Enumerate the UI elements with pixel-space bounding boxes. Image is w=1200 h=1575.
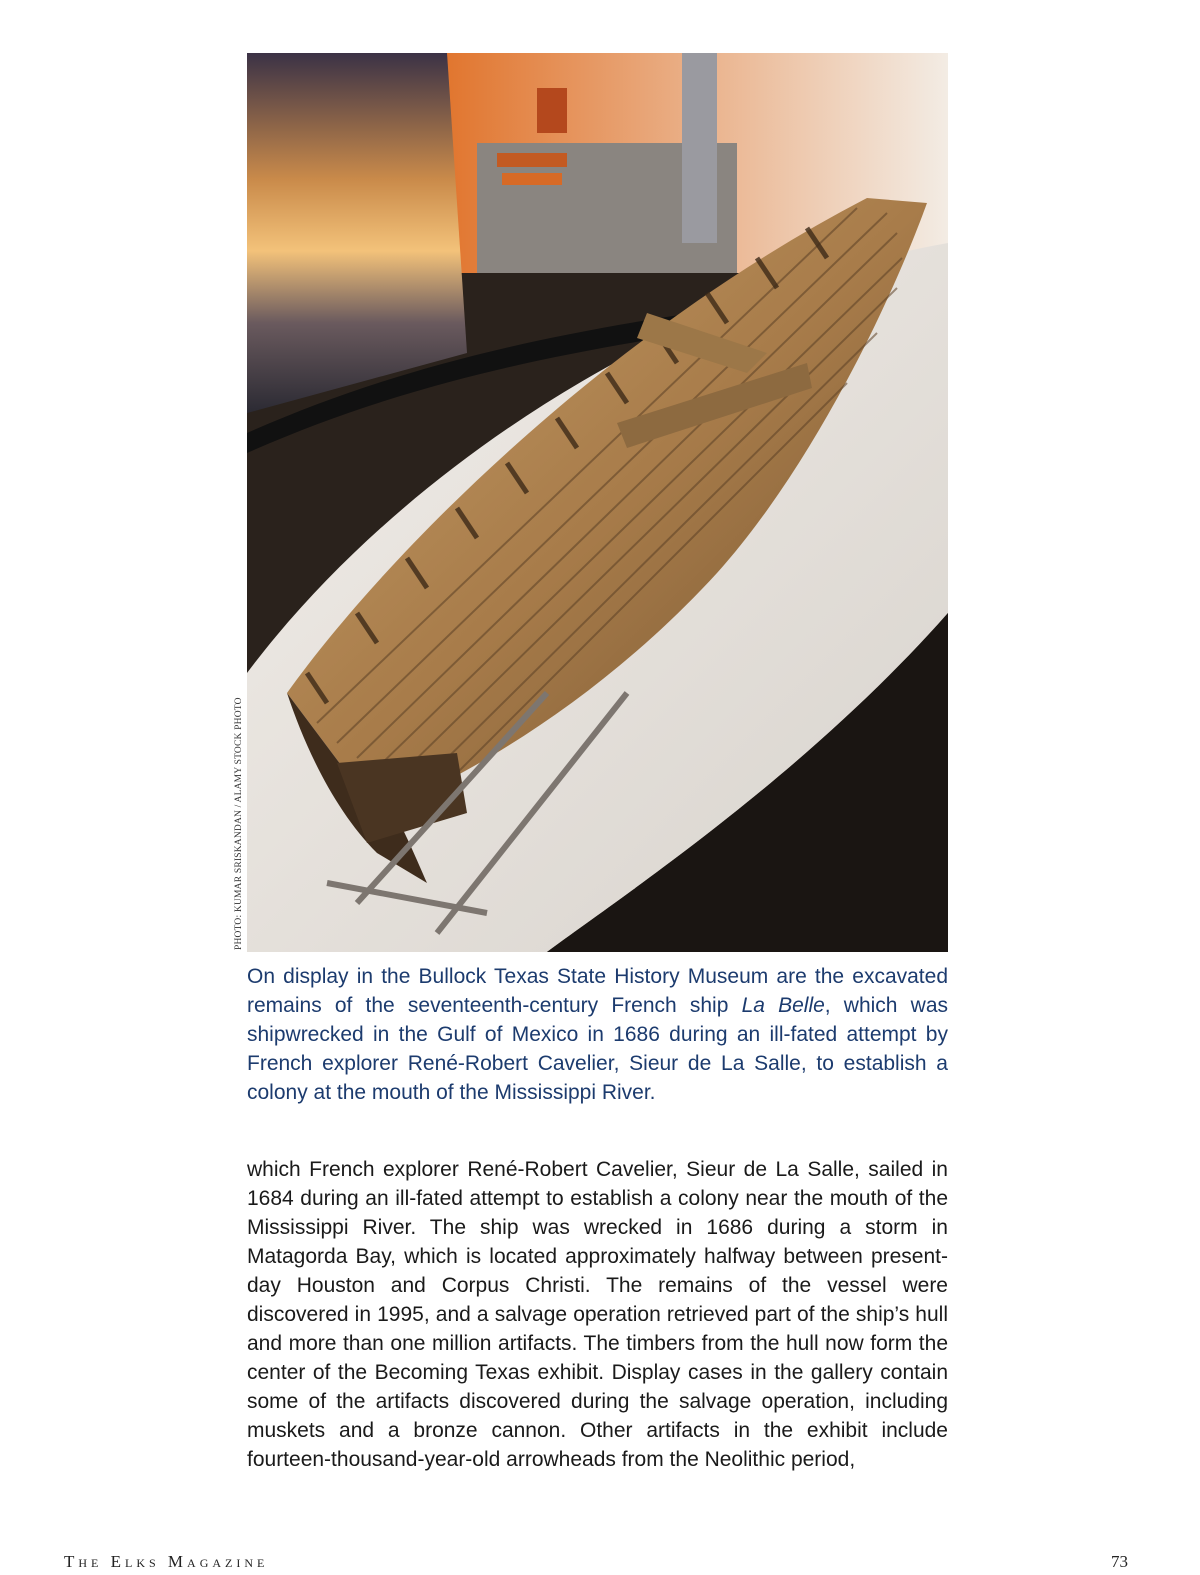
shipwreck-illustration <box>247 53 948 952</box>
publication-name: The Elks Magazine <box>64 1552 269 1571</box>
caption-ship-name: La Belle <box>741 994 825 1017</box>
page-number: 73 <box>1111 1552 1128 1571</box>
caption-text-before: On display in the Bullock Texas State History Museum are the excavated remains of the seventeenth-century French ship <box>247 965 948 1017</box>
article-body-text: which French explorer René-Robert Cavelier, Sieur de La Salle, sailed in 1684 during an ill-fated attempt to establish a colony near the mouth of the Mississippi River. The ship was wrecked in 1686 during a storm in Matagorda Bay, which is located approximately halfway between present-day Houston and Corpus Christi. The remains of the vessel were discovered in 1995, and a salvage operation retrieved part of the ship’s hull and more than one million artifacts. The timbers from the hull now form the center of the Becoming Texas exhibit. Display cases in the gallery contain some of the artifacts discovered during the salvage operation, including muskets and a bronze cannon. Other artifacts in the exhibit include fourteen-thousand-year-old arrowheads from the Neolithic period, <box>247 1158 948 1471</box>
shipwreck-photo <box>247 53 948 952</box>
photo-caption <box>247 962 948 1107</box>
caption-text-after: , which was shipwrecked in the Gulf of Mexico in 1686 during an ill-fated attempt by French explorer René-Robert Cavelier, Sieur de La Salle, to establish a colony at the mouth of the Mississippi River. <box>247 994 948 1104</box>
photo-credit: PHOTO: KUMAR SRISKANDAN / ALAMY STOCK PHOTO <box>234 697 244 950</box>
